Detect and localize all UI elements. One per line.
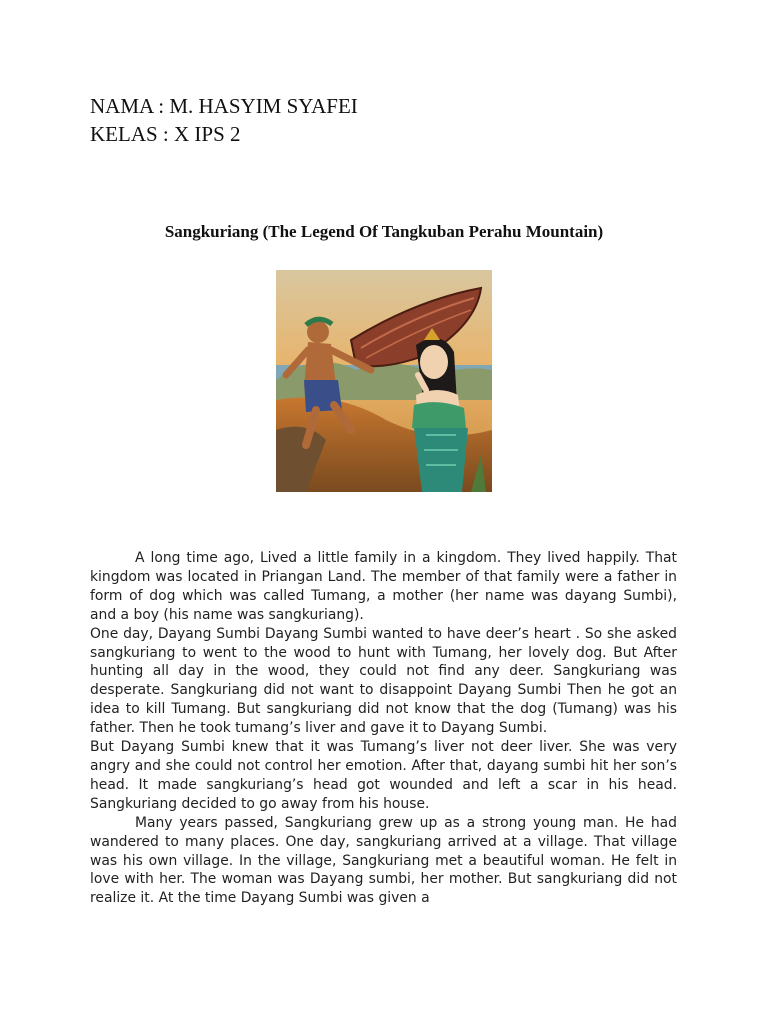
story-paragraph: But Dayang Sumbi knew that it was Tumang’s liver not deer liver. She was very angry and she could not control her emotion. After that, dayang sumbi hit her son’s head. It made sangkuriang’s head got wounded and left a scar in his head. Sangkuriang decided to go away from his house. [90, 739, 677, 812]
story-paragraph: One day, Dayang Sumbi Dayang Sumbi wanted to have deer’s heart . So she asked sangkuriang to went to the wood to hunt with Tumang, her lovely dog. But After hunting all day in the wood, they could not find any deer. Sangkuriang was desperate. Sangkuriang did not want to disappoint Dayang Sumbi Then he got an idea to kill Tumang. But sangkuriang did not know that the dog (Tumang) was his father. Then he took tumang’s liver and gave it to Dayang Sumbi. [90, 625, 677, 737]
student-header [90, 92, 358, 148]
story-paragraph: Many years passed, Sangkuriang grew up as a strong young man. He had wandered to many places. One day, sangkuriang arrived at a village. That village was his own village. In the village, Sangkuriang met a beautiful woman. He felt in love with her. The woman was Dayang sumbi, her mother. But sangkuriang did not realize it. At the time Dayang Sumbi was given a [90, 814, 677, 907]
story-illustration [276, 270, 492, 492]
story-title: Sangkuriang (The Legend Of Tangkuban Perahu Mountain) [164, 222, 604, 241]
student-class: KELAS : X IPS 2 [90, 122, 241, 146]
student-name: NAMA : M. HASYIM SYAFEI [90, 94, 358, 118]
story-body [90, 549, 677, 908]
story-paragraph: A long time ago, Lived a little family in a kingdom. They lived happily. That kingdom was located in Priangan Land. The member of that family were a father in form of dog which was called Tumang, a mother (her name was dayang Sumbi), and a boy (his name was sangkuriang). [90, 550, 677, 623]
